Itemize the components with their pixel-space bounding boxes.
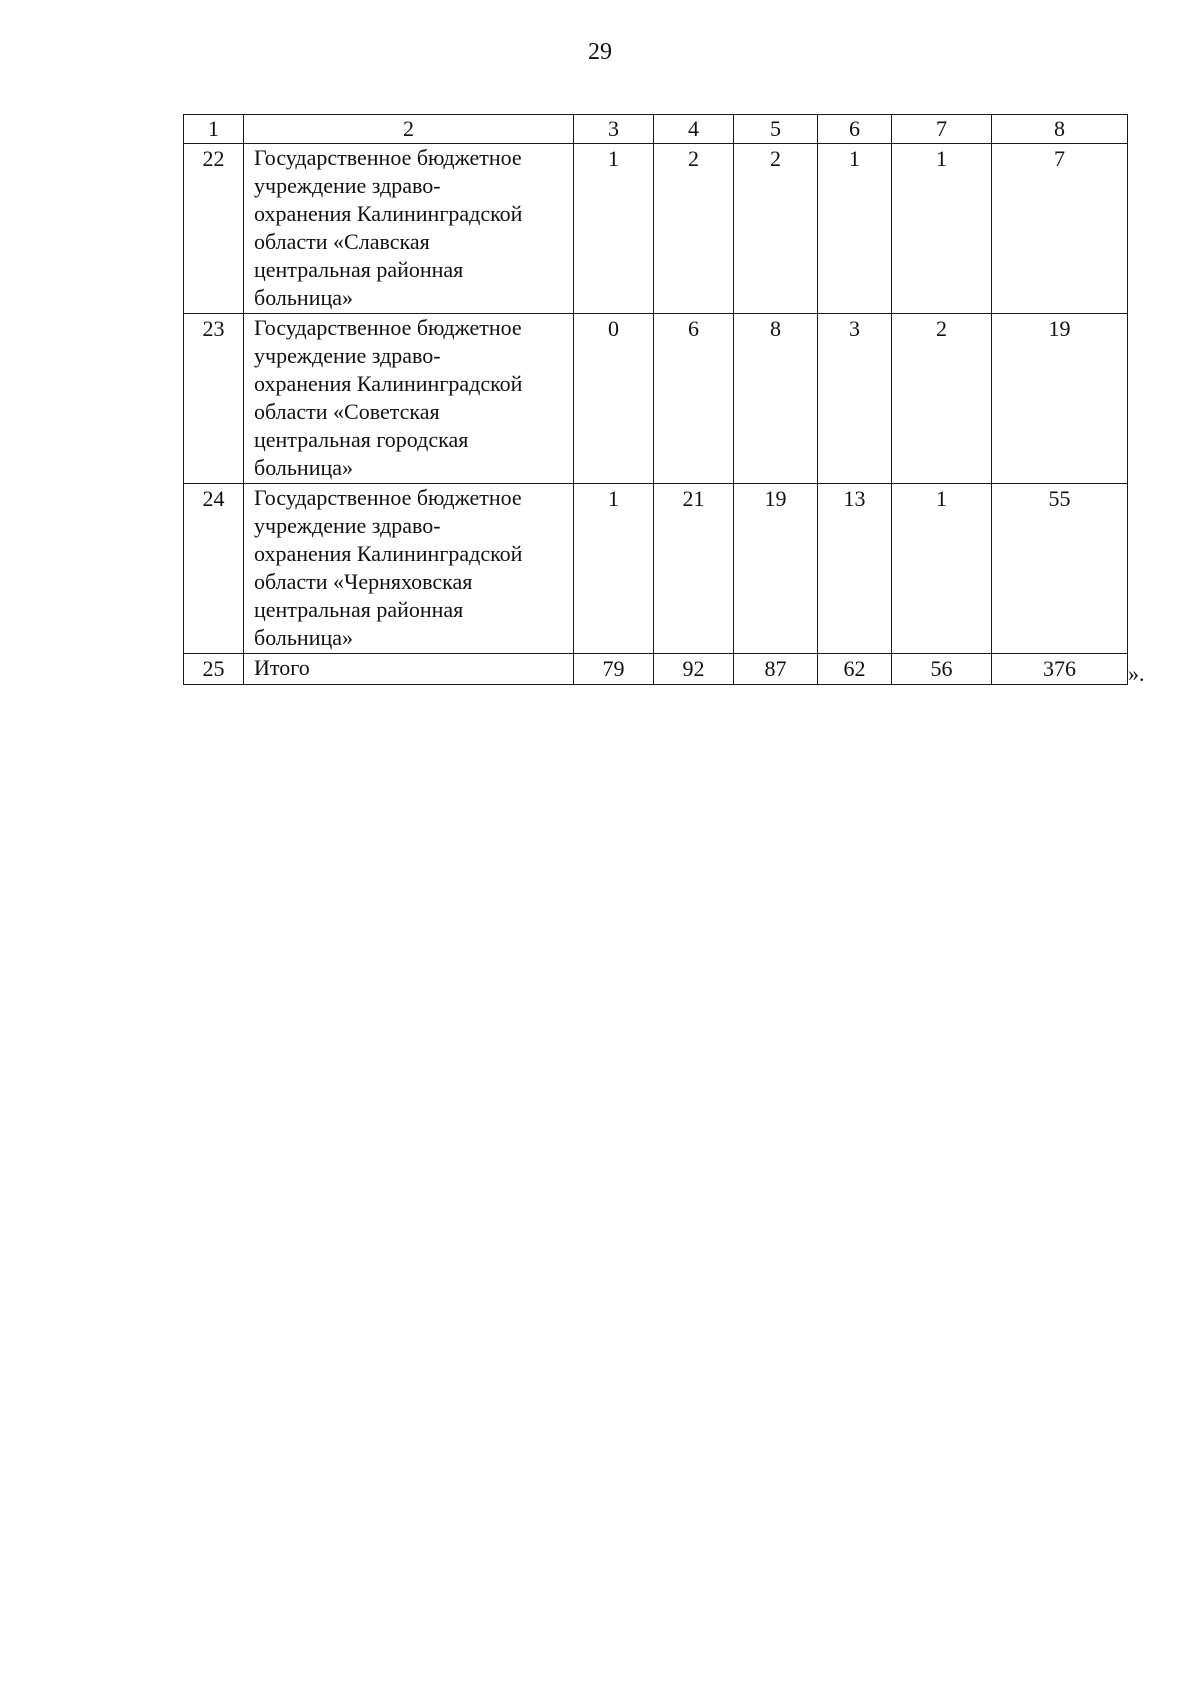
total-value-cell: 55 <box>992 484 1128 654</box>
value-cell: 87 <box>734 654 818 685</box>
name-line: области «Черняховская <box>254 569 473 594</box>
header-cell: 6 <box>818 115 892 144</box>
name-line: области «Советская <box>254 399 440 424</box>
table-total-row <box>184 654 1128 685</box>
value-cell: 2 <box>654 144 734 314</box>
name-line: больница» <box>254 285 353 310</box>
name-line: учреждение здраво- <box>254 343 441 368</box>
header-cell: 7 <box>892 115 992 144</box>
value-cell: 2 <box>734 144 818 314</box>
value-cell: 6 <box>654 314 734 484</box>
name-line: Государственное бюджетное <box>254 315 522 340</box>
institution-name-cell <box>244 314 574 484</box>
row-number-cell: 25 <box>184 654 244 685</box>
header-cell: 2 <box>244 115 574 144</box>
value-cell: 0 <box>574 314 654 484</box>
table-row <box>184 484 1128 654</box>
total-value-cell: 19 <box>992 314 1128 484</box>
value-cell: 56 <box>892 654 992 685</box>
header-cell: 4 <box>654 115 734 144</box>
row-number-cell: 24 <box>184 484 244 654</box>
name-line: области «Славская <box>254 229 430 254</box>
name-line: охранения Калининградской <box>254 541 523 566</box>
header-cell: 3 <box>574 115 654 144</box>
name-line: учреждение здраво- <box>254 173 441 198</box>
name-line: центральная районная <box>254 597 464 622</box>
page-number: 29 <box>588 39 612 65</box>
value-cell: 1 <box>892 484 992 654</box>
value-cell: 3 <box>818 314 892 484</box>
institution-name-cell <box>244 484 574 654</box>
table-row <box>184 314 1128 484</box>
total-value-cell: 7 <box>992 144 1128 314</box>
table-row <box>184 144 1128 314</box>
value-cell: 62 <box>818 654 892 685</box>
value-cell: 92 <box>654 654 734 685</box>
value-cell: 1 <box>574 484 654 654</box>
value-cell: 1 <box>818 144 892 314</box>
value-cell: 2 <box>892 314 992 484</box>
name-line: Государственное бюджетное <box>254 485 522 510</box>
name-line: охранения Калининградской <box>254 201 523 226</box>
name-line: центральная районная <box>254 257 464 282</box>
value-cell: 21 <box>654 484 734 654</box>
value-cell: 19 <box>734 484 818 654</box>
header-cell: 5 <box>734 115 818 144</box>
table-header-row <box>184 115 1128 144</box>
value-cell: 79 <box>574 654 654 685</box>
closing-quote-mark: ». <box>1128 661 1145 686</box>
value-cell: 13 <box>818 484 892 654</box>
row-number-cell: 23 <box>184 314 244 484</box>
name-line: больница» <box>254 455 353 480</box>
row-number-cell: 22 <box>184 144 244 314</box>
header-cell: 8 <box>992 115 1128 144</box>
name-line: охранения Калининградской <box>254 371 523 396</box>
value-cell: 1 <box>892 144 992 314</box>
value-cell: 8 <box>734 314 818 484</box>
name-line: больница» <box>254 625 353 650</box>
data-table <box>183 114 1128 685</box>
header-cell: 1 <box>184 115 244 144</box>
name-line: центральная городская <box>254 427 469 452</box>
total-value-cell: 376 <box>992 654 1128 685</box>
value-cell: 1 <box>574 144 654 314</box>
institution-name-cell <box>244 144 574 314</box>
name-line: учреждение здраво- <box>254 513 441 538</box>
name-line: Государственное бюджетное <box>254 145 522 170</box>
total-label-cell: Итого <box>244 654 574 685</box>
